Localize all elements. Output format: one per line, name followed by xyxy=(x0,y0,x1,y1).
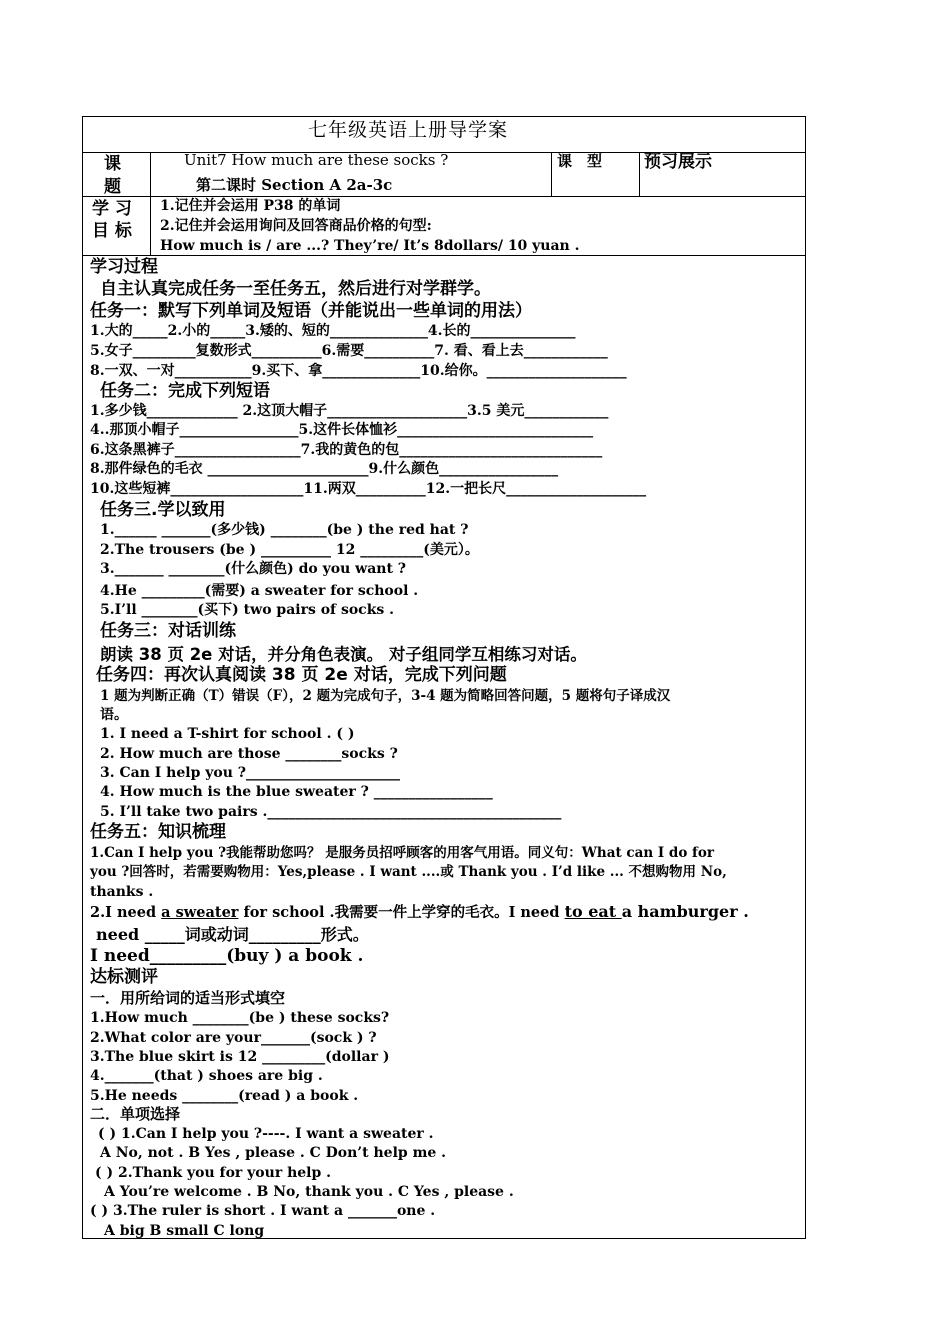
test-part2-line-5: ( ) 3.The ruler is short . I want a _______one . xyxy=(90,1203,436,1219)
test-part1-line-2: 2.What color are your_______(sock ) ? xyxy=(90,1030,377,1046)
test-part1-line-3: 3.The blue skirt is 12 _________(dollar ) xyxy=(90,1049,390,1065)
col-divider-goals xyxy=(150,196,151,255)
task2-heading: 任务二：完成下列短语 xyxy=(100,381,270,401)
test-part2-line-1: ( ) 1.Can I help you ?----. I want a sweater . xyxy=(98,1126,434,1142)
test-part2-line-6: A big B small C long xyxy=(104,1223,265,1239)
task3-line-4: 4.He _________(需要) a sweater for school . xyxy=(100,583,419,599)
col-divider-1 xyxy=(150,152,151,196)
task3-line-1: 1.______ _______(多少钱) ________(be ) the red hat ? xyxy=(100,522,469,538)
task1-line-2: 5.女子_________复数形式__________6.需要__________7. 看、看上去____________ xyxy=(90,343,608,359)
task2-line-5: 10.这些短裤___________________11.两双__________12.一把长尺____________________ xyxy=(90,481,647,497)
underlined-a-sweater: a sweater xyxy=(161,904,239,921)
row-divider-header xyxy=(83,196,805,197)
task3-line-3: 3._______ ________(什么颜色) do you want ? xyxy=(100,561,406,577)
task1-line-3: 8.一双、一对___________9.买下、拿______________10.给你。____________________ xyxy=(90,363,627,379)
task1-heading: 任务一：默写下列单词及短语（并能说出一些单词的用法） xyxy=(90,301,532,321)
task5-p1-line3: thanks . xyxy=(90,884,154,900)
task5-p3: need _____词或动词_________形式。 xyxy=(96,925,369,944)
task2-line-2: 4..那顶小帽子_________________5.这件长体恤衫____________________________ xyxy=(90,422,594,438)
test-part2-line-2: A No, not . B Yes , please . C Don’t help me . xyxy=(100,1145,447,1161)
goals-label-2: 目 标 xyxy=(92,221,132,241)
task2-line-1: 1.多少钱_____________ 2.这顶大帽子____________________3.5 美元____________ xyxy=(90,403,609,419)
test-part2-line-3: ( ) 2.Thank you for your help . xyxy=(95,1165,332,1181)
task5-p1-line1: 1.Can I help you ?我能帮助您吗？ 是服务员招呼顾客的用客气用语。同义句：What can I do for xyxy=(90,845,714,861)
test-part1-heading: 一．用所给词的适当形式填空 xyxy=(90,989,286,1007)
goal-line-2: 2.记住并会运用询问及回答商品价格的句型: xyxy=(160,218,432,234)
task5-p4: I need_________(buy ) a book . xyxy=(90,946,364,966)
goal-line-3: How much is / are ...? They’re/ It’s 8dollars/ 10 yuan . xyxy=(160,238,580,254)
doc-title: 七年级英语上册导学案 xyxy=(308,119,509,141)
task4-note-1: 1 题为判断正确（T）错误（F），2 题为完成句子，3-4 题为简略回答问题，5 题将句子译成汉 xyxy=(100,688,671,704)
task3b-line: 朗读 38 页 2e 对话，并分角色表演。 对子组同学互相练习对话。 xyxy=(100,645,587,664)
lesson-title-line1: Unit7 How much are these socks ? xyxy=(184,151,449,169)
task4-line-1: 1. I need a T-shirt for school . ( ) xyxy=(100,726,355,742)
task1-line-1: 1.大的_____2.小的_____3.矮的、短的______________4.长的_______________ xyxy=(90,323,576,339)
task4-line-2: 2. How much are those ________socks ? xyxy=(100,746,398,762)
row-divider-goals xyxy=(83,255,805,256)
task4-note-2: 语。 xyxy=(100,707,128,723)
test-part2-line-4: A You’re welcome . B No, thank you . C Yes , please . xyxy=(104,1184,514,1200)
task5-p1-line2: you ?回答时，若需要购物用：Yes,please . I want ....或 Thank you . I’d like ... 不想购物用 No, xyxy=(90,864,727,880)
task3-line-2: 2.The trousers (be ) __________ 12 _________(美元）。 xyxy=(100,542,479,558)
process-heading: 学习过程 xyxy=(90,257,158,277)
task2-line-4: 8.那件绿色的毛衣 _______________________9.什么颜色_________________ xyxy=(90,461,559,477)
lesson-label-2: 题 xyxy=(104,177,121,197)
underlined-to-eat: to eat xyxy=(564,902,622,921)
test-part1-line-1: 1.How much ________(be ) these socks? xyxy=(90,1010,390,1026)
test-heading: 达标测评 xyxy=(90,967,158,987)
process-intro: 自主认真完成任务一至任务五，然后进行对学群学。 xyxy=(100,279,491,299)
task5-heading: 任务五：知识梳理 xyxy=(90,822,226,842)
task4-line-4: 4. How much is the blue sweater ? _________________ xyxy=(100,784,493,800)
goals-label-1: 学 习 xyxy=(92,199,132,219)
col-divider-3 xyxy=(639,152,640,196)
task4-line-5: 5. I’ll take two pairs .__________________________________________ xyxy=(100,804,562,820)
task3-heading: 任务三.学以致用 xyxy=(100,500,226,520)
test-part1-line-5: 5.He needs ________(read ) a book . xyxy=(90,1088,359,1104)
task4-heading: 任务四：再次认真阅读 38 页 2e 对话，完成下列问题 xyxy=(96,665,507,685)
task2-line-3: 6.这条黑裤子__________________7.我的黄色的包_____________________________ xyxy=(90,442,603,458)
test-part1-line-4: 4._______(that ) shoes are big . xyxy=(90,1068,323,1084)
task3b-heading: 任务三：对话训练 xyxy=(100,621,236,641)
lesson-type-label: 课 型 xyxy=(557,152,603,170)
test-part2-heading: 二．单项选择 xyxy=(90,1105,181,1123)
goal-line-1: 1.记住并会运用 P38 的单词 xyxy=(160,198,341,214)
lesson-title-line2: 第二课时 Section A 2a-3c xyxy=(196,176,393,194)
task3-line-5: 5.I’ll ________(买下) two pairs of socks . xyxy=(100,602,395,618)
task5-p2: 2.I need a sweater for school .我需要一件上学穿的毛衣。I need to eat a hamburger . xyxy=(90,902,749,921)
task4-line-3: 3. Can I help you ?______________________ xyxy=(100,765,400,781)
lesson-label-1: 课 xyxy=(104,154,121,174)
col-divider-2 xyxy=(551,152,552,196)
lesson-type-value: 预习展示 xyxy=(644,152,712,172)
